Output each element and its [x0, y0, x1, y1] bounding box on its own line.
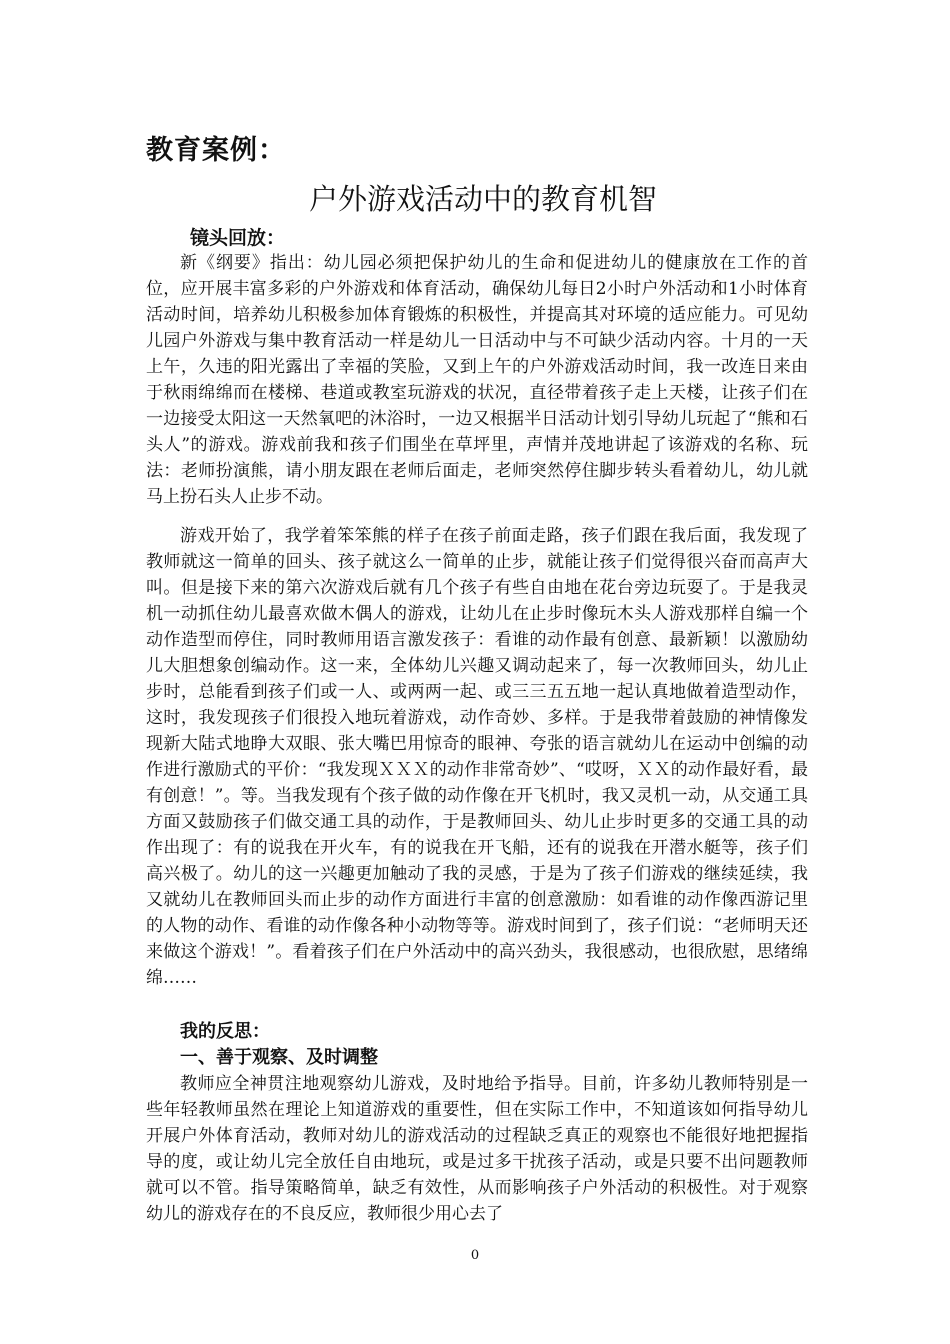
- page-number: 0: [470, 1248, 480, 1263]
- subsection-heading: 一、善于观察、及时调整: [180, 1047, 378, 1068]
- document-title: 户外游戏活动中的教育机智: [308, 182, 657, 216]
- body-paragraph: 游戏开始了，我学着笨笨熊的样子在孩子前面走路，孩子们跟在我后面，我发现了教师就这一简单的回头、孩子就这么一简单的止步，就能让孩子们觉得很兴奋而高声大叫。但是接下来的第六次游戏后就有几个孩子有些自由地在花台旁边玩耍了。于是我灵机一动抓住幼儿最喜欢做木偶人的游戏，让幼儿在止步时像玩木头人游戏那样自编一个动作造型而停住，同时教师用语言激发孩子：看谁的动作最有创意、最新颖！以激励幼儿大胆想象创编动作。这一来，全体幼儿兴趣又调动起来了，每一次教师回头，幼儿止步时，总能看到孩子们或一人、或两两一起、或三三五五地一起认真地做着造型动作，这时，我发现孩子们很投入地玩着游戏，动作奇妙、多样。于是我带着鼓励的神情像发现新大陆式地睁大双眼、张大嘴巴用惊奇的眼神、夸张的语言就幼儿在运动中创编的动作进行激励式的平价：“我发现ＸＸＸ的动作非常奇妙”、“哎呀，ＸＸ的动作最好看，最有创意！”。等。当我发现有个孩子做的动作像在开飞机时，我又灵机一动，从交通工具方面又鼓励孩子们做交通工具的动作，于是教师回头、幼儿止步时更多的交通工具的动作出现了：有的说我在开火车，有的说我在开飞船，还有的说我在开潜水艇等，孩子们高兴极了。幼儿的这一兴趣更加触动了我的灵感，于是为了孩子们游戏的继续延续，我又就幼儿在教师回头而止步的动作方面进行丰富的创意激励：如看谁的动作像西游记里的人物的动作、看谁的动作像各种小动物等等。游戏时间到了，孩子们说：“老师明天还来做这个游戏！”。看着孩子们在户外活动中的高兴劲头，我很感动，也很欣慰，思绪绵绵……: [146, 526, 808, 988]
- body-paragraph: 新《纲要》指出：幼儿园必须把保护幼儿的生命和促进幼儿的健康放在工作的首位，应开展丰富多彩的户外游戏和体育活动，确保幼儿每日2小时户外活动和1小时体育活动时间，培养幼儿积极参加体育锻炼的积极性，并提高其对环境的适应能力。可见幼儿园户外游戏与集中教育活动一样是幼儿一日活动中与不可缺少活动内容。十月的一天上午，久违的阳光露出了幸福的笑脸，又到上午的户外游戏活动时间，我一改连日来由于秋雨绵绵而在楼梯、巷道或教室玩游戏的状况，直径带着孩子走上天楼，让孩子们在一边接受太阳这一天然氧吧的沐浴时，一边又根据半日活动计划引导幼儿玩起了“熊和石头人”的游戏。游戏前我和孩子们围坐在草坪里，声情并茂地讲起了该游戏的名称、玩法：老师扮演熊，请小朋友跟在老师后面走，老师突然停住脚步转头看着幼儿，幼儿就马上扮石头人止步不动。: [146, 253, 808, 507]
- section-heading-replay: 镜头回放：: [190, 227, 286, 249]
- section-heading-reflection: 我的反思：: [180, 1021, 270, 1042]
- body-paragraph: 教师应全神贯注地观察幼儿游戏，及时地给予指导。目前，许多幼儿教师特别是一些年轻教师虽然在理论上知道游戏的重要性，但在实际工作中，不知道该如何指导幼儿开展户外体育活动，教师对幼儿的游戏活动的过程缺乏真正的观察也不能很好地把握指导的度，或让幼儿完全放任自由地玩，或是过多干扰孩子活动，或是只要不出问题教师就可以不管。指导策略简单，缺乏有效性，从而影响孩子户外活动的积极性。对于观察幼儿的游戏存在的不良反应，教师很少用心去了: [146, 1074, 808, 1224]
- document-label: 教育案例：: [146, 135, 286, 166]
